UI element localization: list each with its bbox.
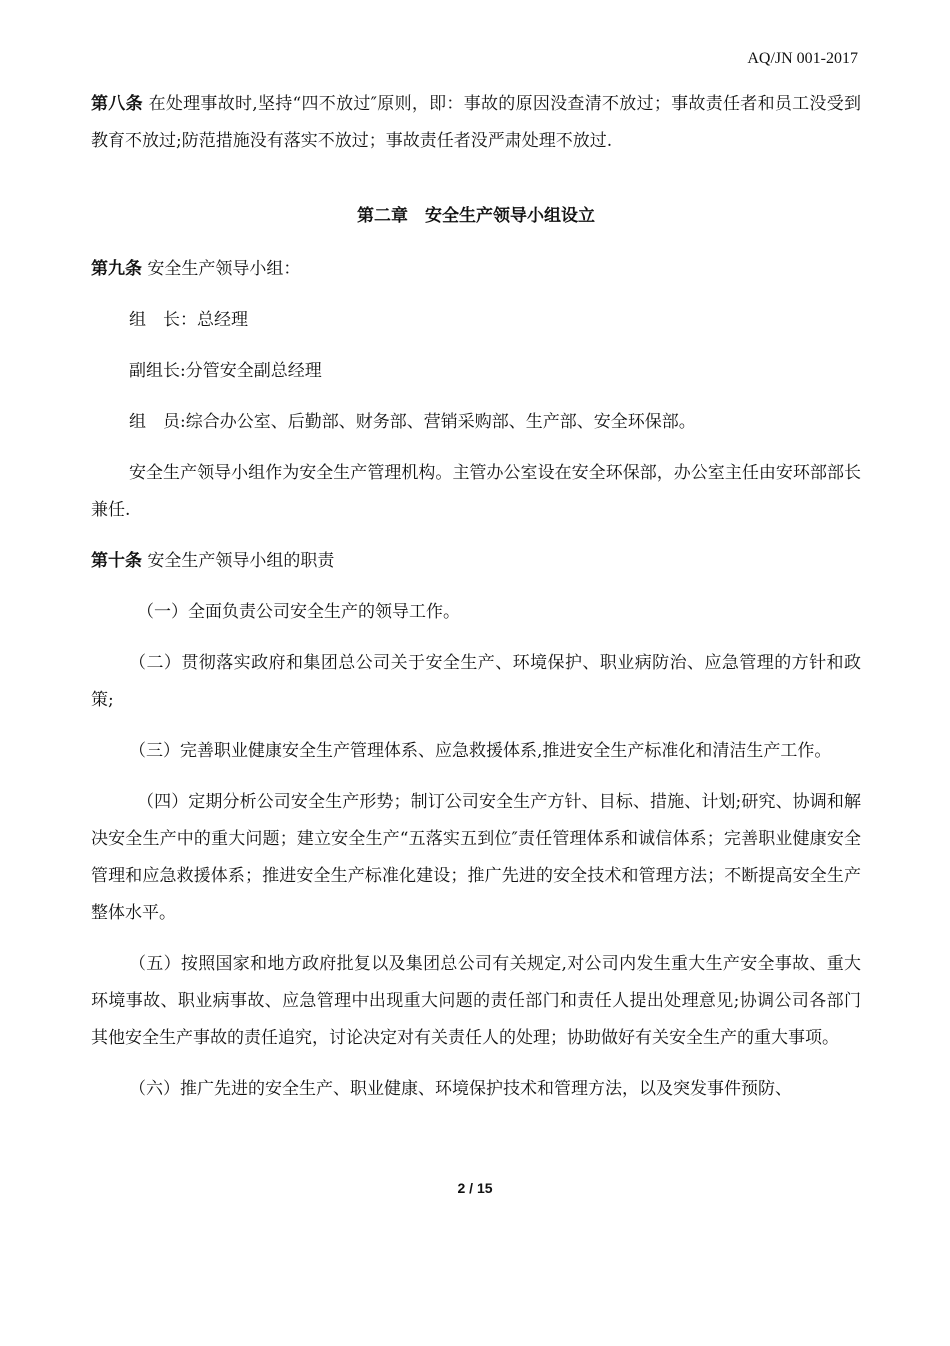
duty-item-3: （三）完善职业健康安全生产管理体系、应急救援体系,推进安全生产标准化和清洁生产工作。 [129,741,832,761]
duty-item-2: （二）贯彻落实政府和集团总公司关于安全生产、环境保护、职业病防治、应急管理的方针和政策; [91,653,861,710]
document-code: AQ/JN 001-2017 [747,50,858,67]
group-deputy: 副组长:分管安全副总经理 [129,361,322,381]
duty-item-4: （四）定期分析公司安全生产形势；制订公司安全生产方针、目标、措施、计划;研究、协调和解决安全生产中的重大问题；建立安全生产“五落实五到位″责任管理体系和诚信体系；完善职业健康安全管理和应急救援体系；推进安全生产标准化建设；推广先进的安全技术和管理方法；不断提高安全生产整体水平。 [91,792,861,923]
article-9-text: 安全生产领导小组： [147,259,301,279]
duty-item-6: （六）推广先进的安全生产、职业健康、环境保护技术和管理方法，以及突发事件预防、 [129,1079,792,1099]
page-number: 2 / 15 [457,1180,493,1196]
article-9 [91,251,861,288]
article-10-label: 第十条 [91,551,142,571]
chapter-2-title: 第二章 安全生产领导小组设立 [357,206,595,226]
article-8-label: 第八条 [91,94,143,114]
duty-item-5: （五）按照国家和地方政府批复以及集团总公司有关规定,对公司内发生重大生产安全事故、重大环境事故、职业病事故、应急管理中出现重大问题的责任部门和责任人提出处理意见;协调公司各部门其他安全生产事故的责任追究，讨论决定对有关责任人的处理；协助做好有关安全生产的重大事项。 [91,954,861,1048]
article-10 [91,543,861,580]
group-members: 组 员:综合办公室、后勤部、财务部、营销采购部、生产部、安全环保部。 [129,412,696,432]
article-9-label: 第九条 [91,259,142,279]
duty-item-1: （一）全面负责公司安全生产的领导工作。 [137,602,460,622]
article-8-text: 在处理事故时,坚持“四不放过″原则，即：事故的原因没查清不放过；事故责任者和员工没受到教育不放过;防范措施没有落实不放过；事故责任者没严肃处理不放过. [91,94,862,151]
document-body [91,86,861,1108]
group-leader: 组 长：总经理 [129,310,248,330]
group-note: 安全生产领导小组作为安全生产管理机构。主管办公室设在安全环保部，办公室主任由安环部部长兼任. [91,463,861,520]
article-10-text: 安全生产领导小组的职责 [147,551,335,571]
article-8 [91,86,861,160]
